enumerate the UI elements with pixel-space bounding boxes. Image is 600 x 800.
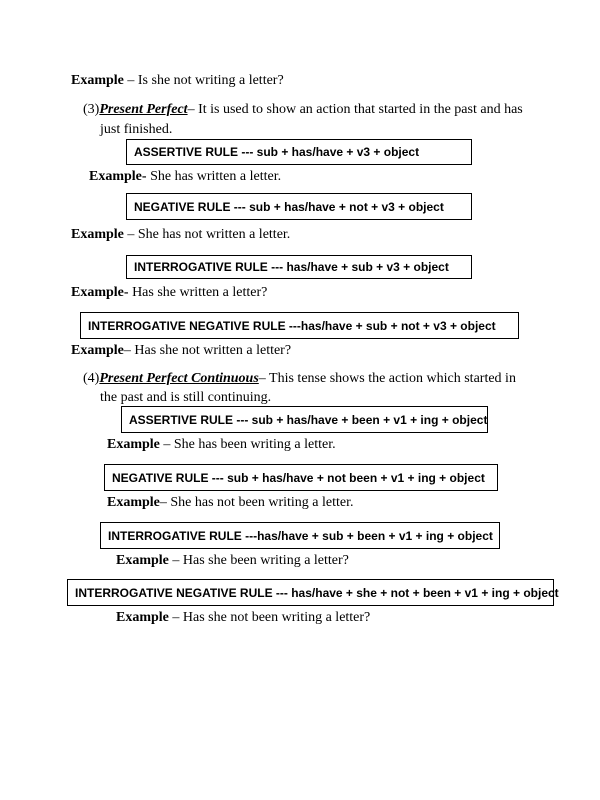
interrogative-negative-rule-box: INTERROGATIVE NEGATIVE RULE --- has/have + she + not + been + v1 + ing + object: [67, 579, 554, 606]
assertive-rule-box: ASSERTIVE RULE --- sub + has/have + been + v1 + ing + object: [121, 406, 488, 433]
example-line: Example- She has written a letter.: [89, 169, 282, 184]
interrogative-negative-rule-box: INTERROGATIVE NEGATIVE RULE ---has/have + sub + not + v3 + object: [80, 312, 519, 339]
section-description: the past and is still continuing.: [100, 390, 272, 405]
section-heading: (4)Present Perfect Continuous– This tense shows the action which started in: [83, 371, 516, 386]
interrogative-rule-box: INTERROGATIVE RULE ---has/have + sub + been + v1 + ing + object: [100, 522, 500, 549]
section-description: just finished.: [100, 122, 173, 137]
example-line: Example– Has she not written a letter?: [71, 343, 292, 358]
example-line: Example – Has she been writing a letter?: [116, 553, 349, 568]
negative-rule-box: NEGATIVE RULE --- sub + has/have + not been + v1 + ing + object: [104, 464, 498, 491]
example-line: Example- Has she written a letter?: [71, 285, 268, 300]
example-line: Example – She has been writing a letter.: [107, 437, 336, 452]
assertive-rule-box: ASSERTIVE RULE --- sub + has/have + v3 + object: [126, 139, 472, 165]
negative-rule-box: NEGATIVE RULE --- sub + has/have + not + v3 + object: [126, 193, 472, 220]
example-line: Example – Is she not writing a letter?: [71, 73, 284, 88]
interrogative-rule-box: INTERROGATIVE RULE --- has/have + sub + v3 + object: [126, 255, 472, 279]
example-line: Example– She has not been writing a letter.: [107, 495, 354, 510]
tense-title: Present Perfect Continuous: [99, 371, 259, 386]
example-line: Example – Has she not been writing a letter?: [116, 610, 371, 625]
tense-title: Present Perfect: [99, 102, 188, 117]
example-line: Example – She has not written a letter.: [71, 227, 291, 242]
section-heading: (3)Present Perfect– It is used to show an action that started in the past and has: [83, 102, 523, 117]
